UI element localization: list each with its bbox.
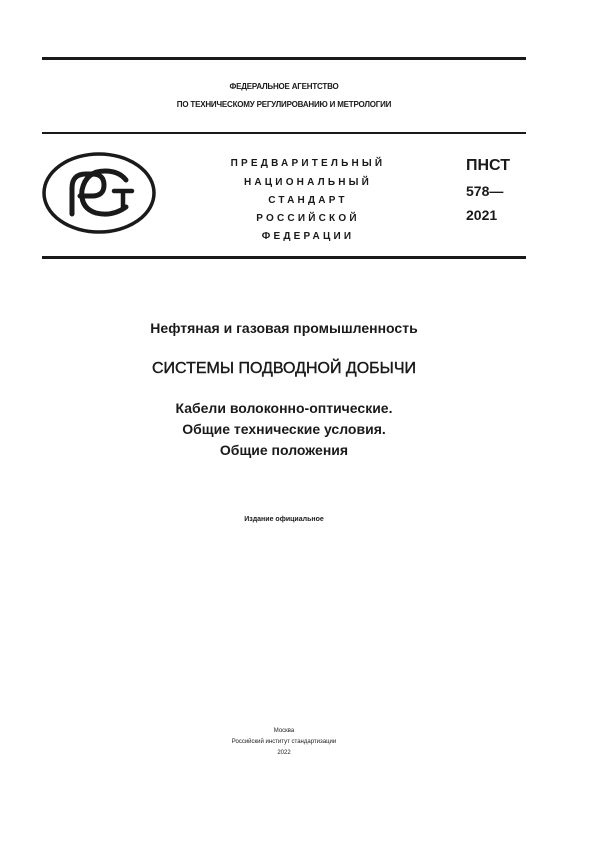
standard-code-prefix: ПНСТ xyxy=(466,157,510,174)
agency-name-line-2: ПО ТЕХНИЧЕСКОМУ РЕГУЛИРОВАНИЮ И МЕТРОЛОГИИ xyxy=(176,100,392,109)
edition-note: Издание официальное xyxy=(244,516,324,523)
standard-type-line-1: ПРЕДВАРИТЕЛЬНЫЙ xyxy=(230,158,386,169)
gost-rst-logo-icon xyxy=(42,152,156,234)
subtitle-line-2: Общие технические условия. xyxy=(182,421,386,437)
bottom-rule xyxy=(42,256,526,259)
document-subtitle xyxy=(42,398,526,461)
standard-type-line-2: НАЦИОНАЛЬНЫЙ xyxy=(243,177,373,188)
middle-rule xyxy=(42,132,526,134)
system-title: СИСТЕМЫ ПОДВОДНОЙ ДОБЫЧИ xyxy=(151,360,416,377)
imprint-city: Москва xyxy=(273,728,295,734)
industry-title: Нефтяная и газовая промышленность xyxy=(150,320,418,336)
standard-type-line-3: СТАНДАРТ xyxy=(268,195,348,206)
standard-code-number: 578— xyxy=(466,183,504,199)
imprint-publisher: Российский институт стандартизации xyxy=(231,739,337,745)
imprint-year: 2022 xyxy=(277,750,291,756)
subtitle-line-1: Кабели волоконно-оптические. xyxy=(175,400,393,416)
subtitle-line-3: Общие положения xyxy=(219,442,349,458)
agency-name-line-1: ФЕДЕРАЛЬНОЕ АГЕНТСТВО xyxy=(229,82,339,91)
standard-code-year: 2021 xyxy=(466,207,498,223)
top-rule xyxy=(42,57,526,60)
standard-type-line-4: РОССИЙСКОЙ xyxy=(256,213,360,224)
standard-type-line-5: ФЕДЕРАЦИИ xyxy=(261,231,355,242)
